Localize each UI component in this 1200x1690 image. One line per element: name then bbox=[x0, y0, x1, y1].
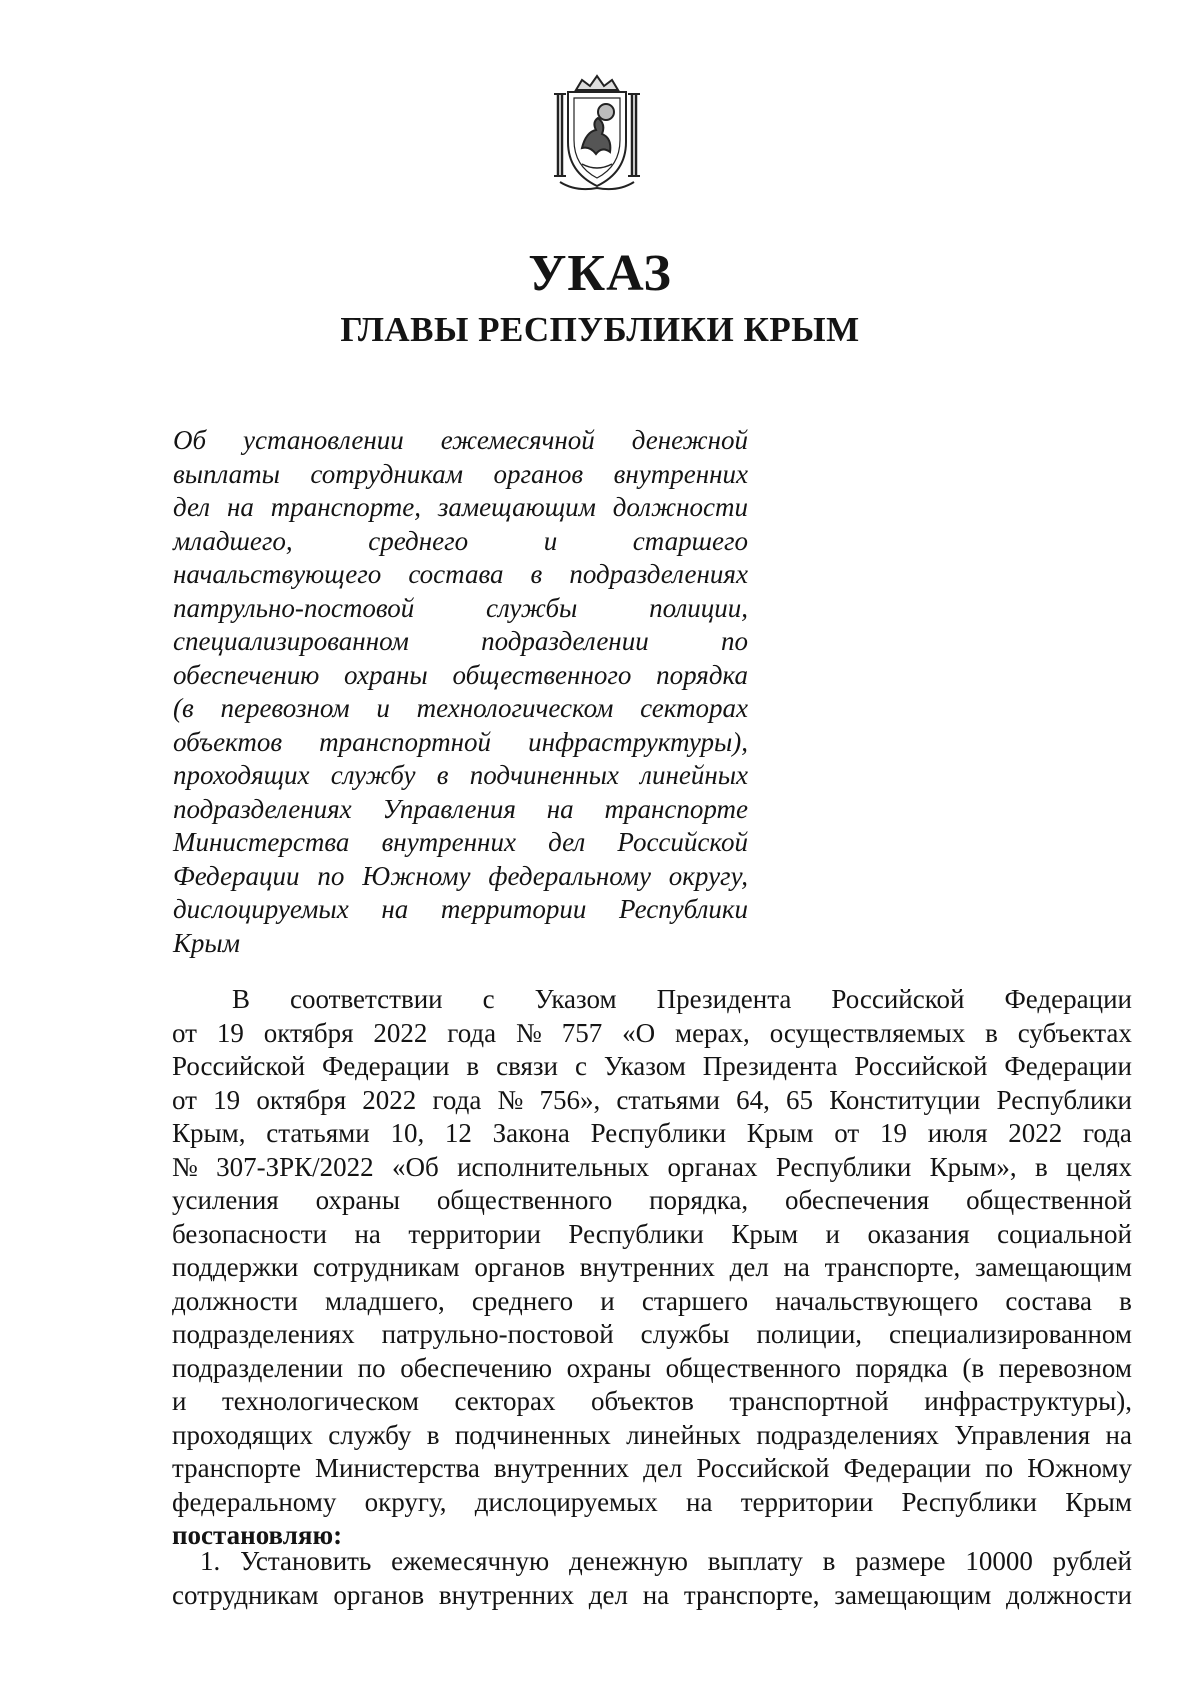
heading-line: патрульно-постовой службы полиции, bbox=[173, 592, 748, 623]
body-line: безопасности на территории Республики Крым и оказания социальной bbox=[172, 1218, 1132, 1249]
heading-line: Федерации по Южному федеральному округу, bbox=[173, 860, 748, 891]
document-title: УКАЗ bbox=[528, 245, 672, 302]
body-line: должности младшего, среднего и старшего начальствующего состава в bbox=[172, 1285, 1132, 1316]
heading-line: дел на транспорте, замещающим должности bbox=[173, 492, 748, 522]
body-line: № 307-ЗРК/2022 «Об исполнительных органах Республики Крым», в целях bbox=[172, 1151, 1132, 1182]
heading-line: (в перевозном и технологическом секторах bbox=[173, 693, 748, 723]
body-line: транспорте Министерства внутренних дел Российской Федерации по Южному bbox=[172, 1453, 1132, 1483]
heading-line: Крым bbox=[173, 927, 240, 958]
body-line: от 19 октября 2022 года № 756», статьями 64, 65 Конституции Республики bbox=[172, 1084, 1132, 1115]
heading-line: дислоцируемых на территории Республики bbox=[173, 894, 748, 924]
heading-line: проходящих службу в подчиненных линейных bbox=[173, 760, 748, 790]
body-line: подразделении по обеспечению охраны общественного порядка (в перевозном bbox=[172, 1352, 1132, 1383]
body-line: усиления охраны общественного порядка, обеспечения общественной bbox=[172, 1185, 1132, 1215]
decree-item-1 bbox=[172, 1545, 1132, 1612]
heading-line: специализированном подразделении по bbox=[173, 626, 748, 656]
heading-line: объектов транспортной инфраструктуры), bbox=[173, 726, 748, 757]
heading-line: Об установлении ежемесячной денежной bbox=[173, 425, 748, 455]
heading-line: выплаты сотрудникам органов внутренних bbox=[173, 458, 748, 489]
body-line: поддержки сотрудникам органов внутренних дел на транспорте, замещающим bbox=[172, 1252, 1132, 1282]
body-line: подразделениях патрульно-постовой службы полиции, специализированном bbox=[172, 1319, 1132, 1349]
body-line: федеральному округу, дислоцируемых на территории Республики Крым bbox=[172, 1486, 1132, 1517]
body-line: проходящих службу в подчиненных линейных подразделениях Управления на bbox=[172, 1419, 1132, 1450]
heading-line: начальствующего состава в подразделениях bbox=[173, 559, 748, 589]
decree-word: постановляю: bbox=[172, 1520, 343, 1550]
heading-line: младшего, среднего и старшего bbox=[173, 525, 748, 556]
document-subtitle: ГЛАВЫ РЕСПУБЛИКИ КРЫМ bbox=[340, 310, 860, 349]
body-line: В соответствии с Указом Президента Российской Федерации bbox=[232, 984, 1132, 1014]
heading-line: Министерства внутренних дел Российской bbox=[173, 827, 748, 857]
heading-line: подразделениях Управления на транспорте bbox=[173, 793, 748, 824]
body-line: и технологическом секторах объектов транспортной инфраструктуры), bbox=[172, 1386, 1132, 1416]
item-line: сотрудникам органов внутренних дел на транспорте, замещающим должности bbox=[172, 1579, 1132, 1610]
decree-heading bbox=[173, 424, 748, 960]
preamble-paragraph bbox=[172, 983, 1132, 1553]
body-line: Российской Федерации в связи с Указом Президента Российской Федерации bbox=[172, 1051, 1132, 1081]
body-line: от 19 октября 2022 года № 757 «О мерах, осуществляемых в субъектах bbox=[172, 1017, 1132, 1048]
item-line: 1. Установить ежемесячную денежную выплату в размере 10000 рублей bbox=[200, 1546, 1132, 1576]
body-line: Крым, статьями 10, 12 Закона Республики Крым от 19 июля 2022 года bbox=[172, 1118, 1132, 1148]
coat-of-arms-icon bbox=[546, 72, 648, 194]
heading-line: обеспечению охраны общественного порядка bbox=[173, 659, 748, 690]
